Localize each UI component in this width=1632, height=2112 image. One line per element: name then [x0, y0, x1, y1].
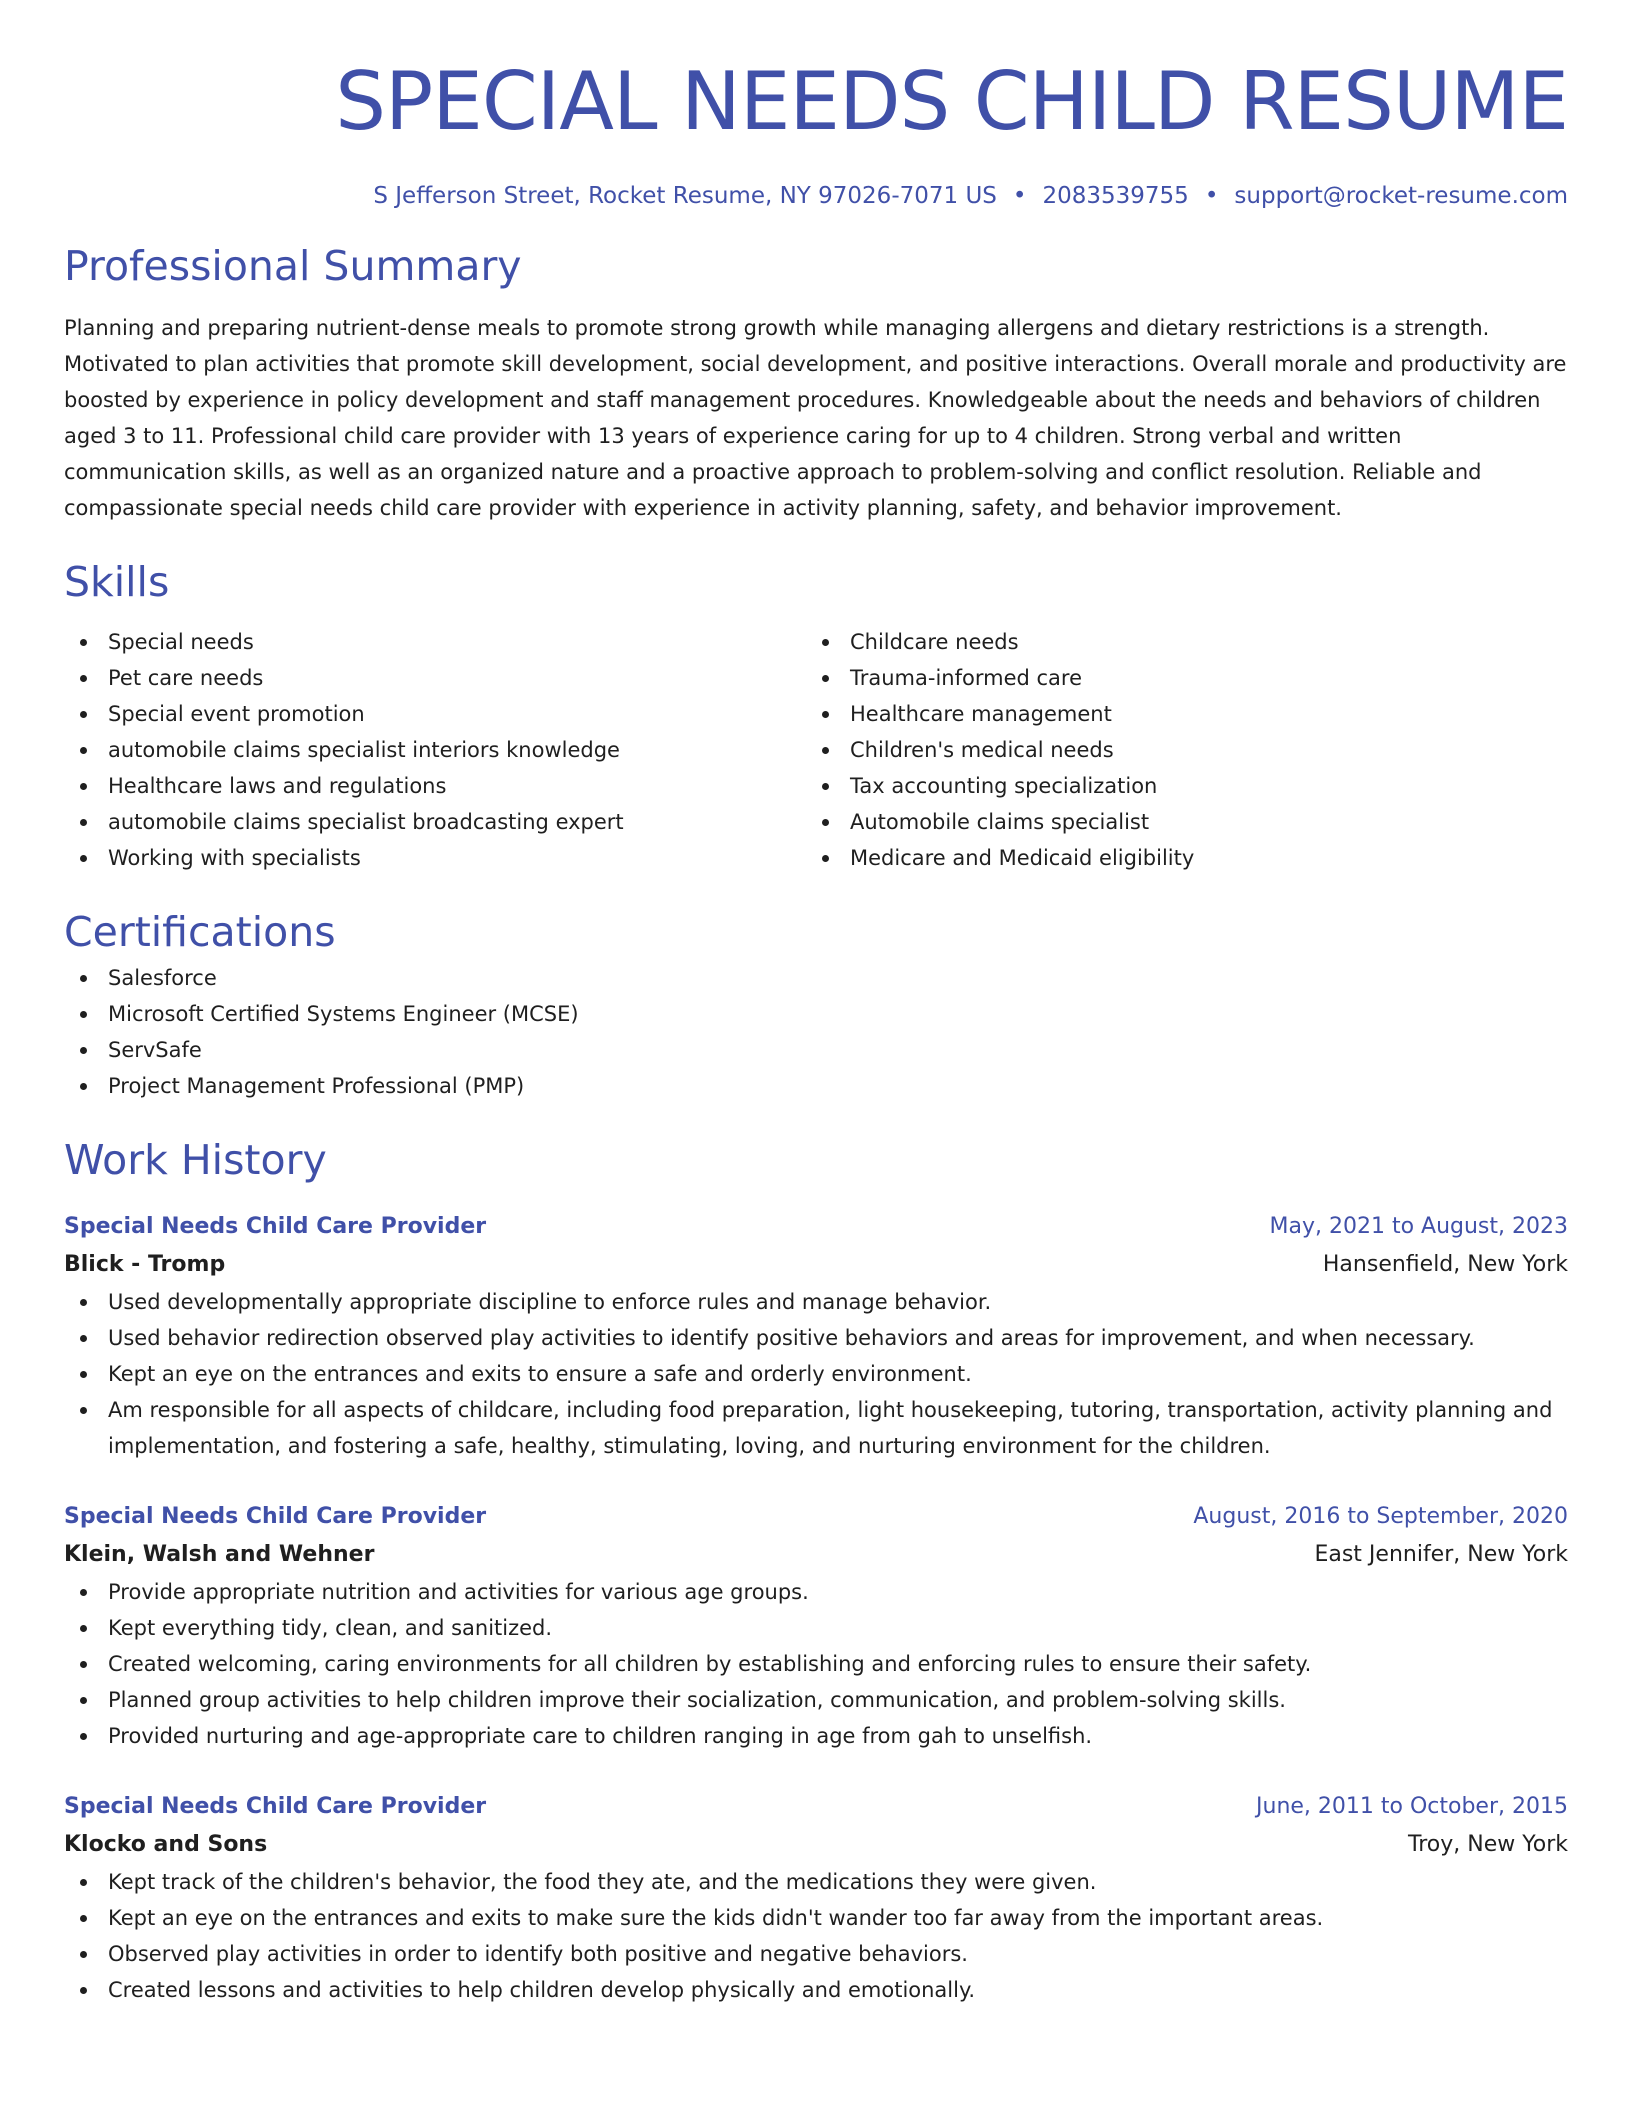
- job-duty: [64, 1972, 1568, 2008]
- certification-item: [64, 960, 1568, 996]
- skill-label: automobile claims specialist broadcasting expert: [108, 810, 624, 834]
- bullet-icon: [80, 747, 87, 754]
- contact-separator: •: [1204, 183, 1219, 209]
- job-header-row: [64, 1498, 1568, 1536]
- certification-label: ServSafe: [108, 1038, 202, 1062]
- bullet-icon: [80, 1299, 87, 1306]
- skills-columns: [64, 624, 1568, 876]
- bullet-icon: [80, 1371, 87, 1378]
- certification-label: Project Management Professional (PMP): [108, 1074, 525, 1098]
- bullet-icon: [80, 855, 87, 862]
- job-duty-text: Observed play activities in order to identify both positive and negative behaviors.: [108, 1942, 968, 1966]
- bullet-icon: [822, 639, 829, 646]
- certification-label: Microsoft Certified Systems Engineer (MCSE): [108, 1002, 579, 1026]
- job-duty: [64, 1646, 1568, 1682]
- job-duties-list: [64, 1284, 1568, 1464]
- job-entry: [64, 1208, 1568, 1464]
- job-header-row: [64, 1208, 1568, 1246]
- skill-label: Healthcare laws and regulations: [108, 774, 447, 798]
- skill-item: [64, 768, 806, 804]
- certification-label: Salesforce: [108, 966, 217, 990]
- job-duty: [64, 1356, 1568, 1392]
- bullet-icon: [822, 819, 829, 826]
- summary-heading: Professional Summary: [64, 242, 522, 290]
- job-duty: [64, 1682, 1568, 1718]
- certifications-list: [64, 960, 1568, 1104]
- skill-item: [64, 660, 806, 696]
- bullet-icon: [822, 711, 829, 718]
- job-duty-text: Created welcoming, caring environments for all children by establishing and enforcing rules to ensure their safety.: [108, 1652, 1312, 1676]
- bullet-icon: [80, 975, 87, 982]
- skill-label: Pet care needs: [108, 666, 264, 690]
- certifications-heading: Certifications: [64, 908, 336, 956]
- job-entry: [64, 1498, 1568, 1754]
- bullet-icon: [80, 1589, 87, 1596]
- bullet-icon: [80, 1987, 87, 1994]
- job-duty-text: Kept an eye on the entrances and exits to ensure a safe and orderly environment.: [108, 1362, 972, 1386]
- bullet-icon: [80, 1951, 87, 1958]
- bullet-icon: [80, 639, 87, 646]
- skill-item: [64, 732, 806, 768]
- job-duty: [64, 1574, 1568, 1610]
- bullet-icon: [80, 1335, 87, 1342]
- skill-label: Children's medical needs: [850, 738, 1114, 762]
- skill-item: [64, 840, 806, 876]
- bullet-icon: [80, 819, 87, 826]
- job-duty: [64, 1284, 1568, 1320]
- contact-address: S Jefferson Street, Rocket Resume, NY 97026-7071 US: [373, 183, 997, 209]
- job-location: Hansenfield, New York: [1322, 1252, 1568, 1277]
- skill-label: Automobile claims specialist: [850, 810, 1150, 834]
- certification-item: [64, 1068, 1568, 1104]
- skill-label: Working with specialists: [108, 846, 361, 870]
- bullet-icon: [80, 711, 87, 718]
- job-title: Special Needs Child Care Provider: [64, 1504, 487, 1529]
- summary-text: Planning and preparing nutrient-dense meals to promote strong growth while managing allergens and dietary restrictions is a strength. Motivated to plan activities that promote skill development, social development, and positive interactions. Overall morale and productivity are boosted by experience in policy development and staff management procedures. Knowledgeable about the needs and behaviors of children aged 3 to 11. Professional child care provider with 13 years of experience caring for up to 4 children. Strong verbal and written communication skills, as well as an organized nature and a proactive approach to problem-solving and conflict resolution. Reliable and compassionate special needs child care provider with experience in activity planning, safety, and behavior improvement.: [64, 316, 1567, 520]
- job-title: Special Needs Child Care Provider: [64, 1214, 487, 1239]
- bullet-icon: [80, 1047, 87, 1054]
- job-dates: August, 2016 to September, 2020: [1193, 1504, 1568, 1529]
- work-history-heading: Work History: [64, 1136, 327, 1184]
- bullet-icon: [80, 1407, 87, 1414]
- job-duty-text: Provided nurturing and age-appropriate care to children ranging in age from gah to unselfish.: [108, 1724, 1093, 1748]
- job-duty-text: Am responsible for all aspects of childcare, including food preparation, light housekeeping, tutoring, transportation, activity planning and implementation, and fostering a safe, healthy, stimulating, loving, and nurturing environment for the children.: [108, 1398, 1553, 1458]
- job-company-row: [64, 1826, 1568, 1864]
- job-company-row: [64, 1536, 1568, 1574]
- skill-item: [806, 840, 1548, 876]
- certification-item: [64, 1032, 1568, 1068]
- job-duty-text: Used developmentally appropriate discipline to enforce rules and manage behavior.: [108, 1290, 992, 1314]
- bullet-icon: [80, 1011, 87, 1018]
- bullet-icon: [822, 855, 829, 862]
- bullet-icon: [80, 1697, 87, 1704]
- bullet-icon: [80, 1879, 87, 1886]
- contact-email[interactable]: support@rocket-resume.com: [1234, 183, 1568, 209]
- job-location: East Jennifer, New York: [1314, 1542, 1568, 1567]
- bullet-icon: [80, 675, 87, 682]
- job-duty: [64, 1718, 1568, 1754]
- skill-label: Healthcare management: [850, 702, 1112, 726]
- job-company: Klein, Walsh and Wehner: [64, 1542, 375, 1567]
- job-dates: June, 2011 to October, 2015: [1256, 1794, 1568, 1819]
- skill-label: Childcare needs: [850, 630, 1019, 654]
- bullet-icon: [822, 675, 829, 682]
- contact-separator: •: [1012, 183, 1027, 209]
- job-company: Blick - Tromp: [64, 1252, 226, 1277]
- job-duty-text: Kept everything tidy, clean, and sanitized.: [108, 1616, 553, 1640]
- job-duty-text: Planned group activities to help children improve their socialization, communication, and problem-solving skills.: [108, 1688, 1286, 1712]
- job-company: Klocko and Sons: [64, 1832, 268, 1857]
- skills-list-left: [64, 624, 806, 876]
- skill-label: Special event promotion: [108, 702, 365, 726]
- bullet-icon: [80, 783, 87, 790]
- skill-item: [806, 624, 1548, 660]
- contact-phone: 2083539755: [1042, 183, 1189, 209]
- job-dates: May, 2021 to August, 2023: [1269, 1214, 1568, 1239]
- job-location: Troy, New York: [1408, 1832, 1568, 1857]
- skill-item: [806, 732, 1548, 768]
- bullet-icon: [80, 1733, 87, 1740]
- skill-label: Tax accounting specialization: [850, 774, 1158, 798]
- job-title: Special Needs Child Care Provider: [64, 1794, 487, 1819]
- job-duty: [64, 1900, 1568, 1936]
- skill-item: [64, 696, 806, 732]
- skills-column-right: [806, 624, 1548, 876]
- skill-label: Trauma-informed care: [850, 666, 1082, 690]
- job-company-row: [64, 1246, 1568, 1284]
- job-header-row: [64, 1788, 1568, 1826]
- job-duty: [64, 1936, 1568, 1972]
- job-duty: [64, 1864, 1568, 1900]
- job-duty-text: Kept track of the children's behavior, the food they ate, and the medications they were given.: [108, 1870, 1097, 1894]
- skill-item: [64, 624, 806, 660]
- skill-item: [64, 804, 806, 840]
- skills-column-left: [64, 624, 806, 876]
- skill-label: Special needs: [108, 630, 254, 654]
- skill-item: [806, 696, 1548, 732]
- job-duty-text: Used behavior redirection observed play activities to identify positive behaviors and areas for improvement, and when necessary.: [108, 1326, 1475, 1350]
- job-duty-text: Created lessons and activities to help children develop physically and emotionally.: [108, 1978, 976, 2002]
- skills-list-right: [806, 624, 1548, 876]
- job-duty-text: Kept an eye on the entrances and exits to make sure the kids didn't wander too far away from the important areas.: [108, 1906, 1324, 1930]
- job-duties-list: [64, 1864, 1568, 2008]
- bullet-icon: [822, 747, 829, 754]
- skill-item: [806, 804, 1548, 840]
- bullet-icon: [80, 1915, 87, 1922]
- skill-label: automobile claims specialist interiors knowledge: [108, 738, 620, 762]
- bullet-icon: [822, 783, 829, 790]
- bullet-icon: [80, 1083, 87, 1090]
- job-duty: [64, 1392, 1568, 1464]
- job-entry: [64, 1788, 1568, 2008]
- job-duty-text: Provide appropriate nutrition and activities for various age groups.: [108, 1580, 809, 1604]
- skill-item: [806, 660, 1548, 696]
- resume-title: SPECIAL NEEDS CHILD RESUME: [335, 55, 1568, 148]
- certification-item: [64, 996, 1568, 1032]
- skill-item: [806, 768, 1548, 804]
- bullet-icon: [80, 1661, 87, 1668]
- skills-heading: Skills: [64, 558, 170, 606]
- skill-label: Medicare and Medicaid eligibility: [850, 846, 1195, 870]
- job-duties-list: [64, 1574, 1568, 1754]
- contact-line: [64, 180, 1568, 212]
- bullet-icon: [80, 1625, 87, 1632]
- job-duty: [64, 1320, 1568, 1356]
- job-duty: [64, 1610, 1568, 1646]
